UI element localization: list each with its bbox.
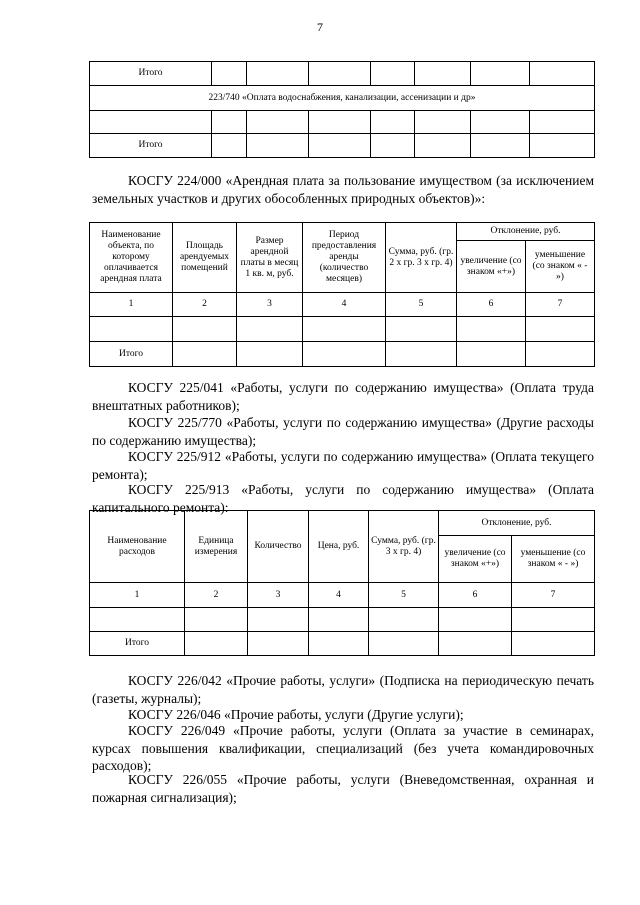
col-header-decrease: уменьшение (со знаком « - ») — [512, 536, 595, 583]
kosgu-224-text: КОСГУ 224/000 «Арендная плата за пользование имуществом (за исключением земельных участков и других обособленных природных объектов)»: — [92, 173, 594, 206]
table-number-row — [90, 583, 595, 608]
col-header-decrease: уменьшение (со знаком « - ») — [526, 241, 595, 293]
table-rent — [89, 222, 595, 367]
col-header-object: Наименование объекта, по которому оплачивается арендная плата — [90, 223, 173, 293]
col-header-unit: Единица измерения — [185, 511, 248, 583]
col-header-expense-name: Наименование расходов — [90, 511, 185, 583]
col-header-deviation: Отклонение, руб. — [439, 511, 595, 536]
kosgu-225-912: КОСГУ 225/912 «Работы, услуги по содержанию имущества» (Оплата текущего ремонта); — [92, 449, 594, 482]
total-label: Итого — [90, 632, 185, 656]
col-header-rent-rate: Размер арендной платы в месяц 1 кв. м, руб. — [237, 223, 303, 293]
kosgu-225-770: КОСГУ 225/770 «Работы, услуги по содержанию имущества» (Другие расходы по содержанию имущества); — [92, 415, 594, 448]
kosgu-226-046: КОСГУ 226/046 «Прочие работы, услуги (Другие услуги); — [128, 707, 464, 722]
col-number: 1 — [90, 583, 185, 608]
table-row — [90, 86, 595, 111]
section-label: 223/740 «Оплата водоснабжения, канализации, ассенизации и др» — [90, 86, 595, 111]
table-row — [90, 632, 595, 656]
col-number: 3 — [248, 583, 309, 608]
col-number: 4 — [303, 293, 386, 317]
table-row — [90, 342, 595, 367]
col-number: 3 — [237, 293, 303, 317]
col-header-increase: увеличение (со знаком «+») — [457, 241, 526, 293]
col-header-deviation: Отклонение, руб. — [457, 223, 595, 241]
col-number: 6 — [439, 583, 512, 608]
kosgu-226-055: КОСГУ 226/055 «Прочие работы, услуги (Вневедомственная, охранная и пожарная сигнализация); — [92, 772, 594, 805]
kosgu-225-913: КОСГУ 225/913 «Работы, услуги по содержанию имущества» (Оплата капитального ремонта): — [92, 482, 594, 515]
col-number: 1 — [90, 293, 173, 317]
col-header-area: Площадь арендуемых помещений — [173, 223, 237, 293]
table-repair — [89, 510, 595, 656]
total-label: Итого — [90, 62, 212, 86]
table-row — [90, 134, 595, 158]
col-number: 2 — [185, 583, 248, 608]
col-header-period: Период предоставления аренды (количество месяцев) — [303, 223, 386, 293]
col-number: 7 — [526, 293, 595, 317]
table-number-row — [90, 293, 595, 317]
col-number: 5 — [386, 293, 457, 317]
col-number: 6 — [457, 293, 526, 317]
kosgu-226-049: КОСГУ 226/049 «Прочие работы, услуги (Оплата за участие в семинарах, курсах повышения квалификации, специализаций (без учета командировочных расходов); — [92, 723, 594, 773]
kosgu-225-041: КОСГУ 225/041 «Работы, услуги по содержанию имущества» (Оплата труда внештатных работников); — [92, 380, 594, 413]
table-row — [90, 111, 595, 134]
table-header-row — [90, 511, 595, 536]
col-header-sum: Сумма, руб. (гр. 2 х гр. 3 х гр. 4) — [386, 223, 457, 293]
table-row — [90, 317, 595, 342]
col-header-sum: Сумма, руб. (гр. 3 х гр. 4) — [369, 511, 439, 583]
col-number: 4 — [309, 583, 369, 608]
col-header-increase: увеличение (со знаком «+») — [439, 536, 512, 583]
table-row — [90, 608, 595, 632]
col-number: 7 — [512, 583, 595, 608]
col-header-quantity: Количество — [248, 511, 309, 583]
col-header-price: Цена, руб. — [309, 511, 369, 583]
col-number: 5 — [369, 583, 439, 608]
total-label: Итого — [90, 134, 212, 158]
total-label: Итого — [90, 342, 173, 367]
table-row — [90, 62, 595, 86]
kosgu-226-042: КОСГУ 226/042 «Прочие работы, услуги» (Подписка на периодическую печать (газеты, журналы); — [92, 673, 594, 706]
table-water-supply — [89, 61, 595, 158]
col-number: 2 — [173, 293, 237, 317]
table-header-row — [90, 223, 595, 241]
page-number: 7 — [317, 20, 323, 34]
